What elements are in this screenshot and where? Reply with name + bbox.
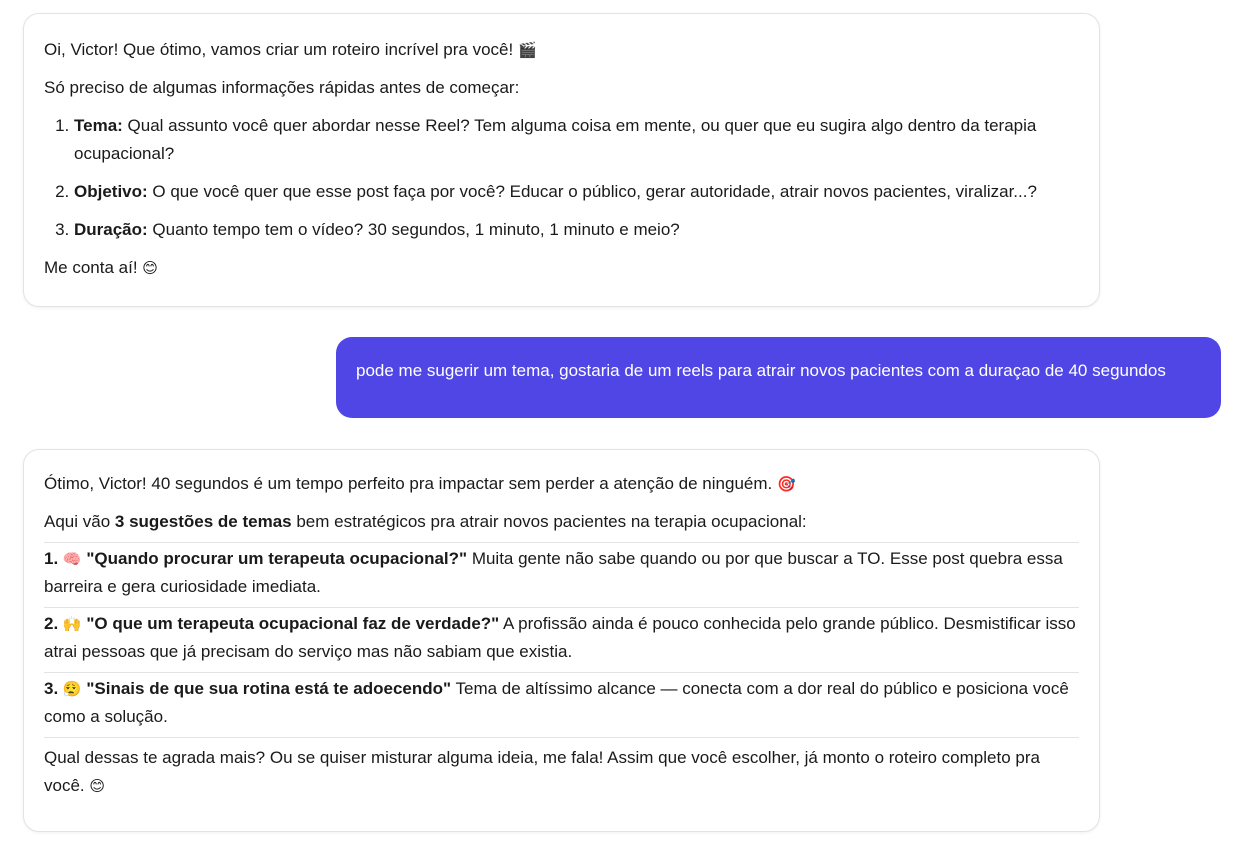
message-closing: [44, 254, 1079, 282]
assistant-message: [23, 13, 1100, 307]
list-item: [44, 607, 1079, 672]
intro-text: Aqui vão: [44, 512, 111, 531]
message-intro: [44, 508, 1079, 536]
question-list: [44, 112, 1079, 244]
smile-icon: 😊: [142, 259, 158, 277]
list-item: [74, 178, 1079, 206]
greeting-text: Oi, Victor! Que ótimo, vamos criar um roteiro incrível pra você!: [44, 40, 514, 59]
user-message-text: pode me sugerir um tema, gostaria de um reels para atrair novos pacientes com a duraçao de 40 segundos: [356, 361, 1166, 380]
closing-text: Me conta aí!: [44, 258, 138, 277]
closing-text: Qual dessas te agrada mais? Ou se quiser misturar alguma ideia, me fala! Assim que você escolher, já monto o roteiro completo pra você.: [44, 748, 1040, 795]
topic-number: 2.: [44, 614, 59, 633]
assistant-message: [23, 449, 1100, 832]
question-label: Duração:: [74, 220, 148, 239]
message-closing: [44, 744, 1079, 800]
message-greeting: [44, 36, 1079, 64]
message-intro: Só preciso de algumas informações rápidas antes de começar:: [44, 78, 520, 97]
list-item: [74, 112, 1079, 168]
list-item: [44, 672, 1079, 738]
topic-text: Muita gente não sabe quando ou por que buscar a TO. Esse post quebra essa barreira e gera curiosidade imediata.: [44, 549, 1063, 596]
target-icon: 🎯: [776, 475, 796, 493]
message-opening: [44, 470, 1079, 498]
intro-bold-text: 3 sugestões de temas: [114, 512, 292, 531]
question-text: O que você quer que esse post faça por você? Educar o público, gerar autoridade, atrair novos pacientes, viralizar...?: [152, 182, 1037, 201]
brain-icon: 🧠: [62, 550, 82, 568]
intro-text-end: bem estratégicos pra atrair novos pacientes na terapia ocupacional:: [296, 512, 807, 531]
topic-text: A profissão ainda é pouco conhecida pelo grande público. Desmistificar isso atrai pessoas que já precisam do serviço mas não sabiam que existia.: [44, 614, 1076, 661]
topic-title: "Sinais de que sua rotina está te adoecendo": [86, 679, 452, 698]
topic-number: 3.: [44, 679, 59, 698]
exhaling-face-icon: 😮‍💨: [62, 680, 82, 698]
user-message: [336, 337, 1221, 418]
topic-title: "O que um terapeuta ocupacional faz de verdade?": [86, 614, 500, 633]
opening-text: Ótimo, Victor! 40 segundos é um tempo perfeito pra impactar sem perder a atenção de ninguém.: [44, 474, 773, 493]
raised-hands-icon: 🙌: [62, 615, 82, 633]
list-item: [74, 216, 1079, 244]
topic-title: "Quando procurar um terapeuta ocupacional?": [86, 549, 468, 568]
question-label: Objetivo:: [74, 182, 148, 201]
smile-icon: 😊: [89, 777, 106, 795]
clapperboard-icon: 🎬: [517, 41, 537, 59]
topic-text: Tema de altíssimo alcance — conecta com a dor real do público e posiciona você como a solução.: [44, 679, 1069, 726]
question-label: Tema:: [74, 116, 123, 135]
topic-number: 1.: [44, 549, 59, 568]
question-text: Quanto tempo tem o vídeo? 30 segundos, 1 minuto, 1 minuto e meio?: [152, 220, 680, 239]
list-item: [44, 542, 1079, 607]
question-text: Qual assunto você quer abordar nesse Reel? Tem alguma coisa em mente, ou quer que eu sugira algo dentro da terapia ocupacional?: [74, 116, 1037, 163]
